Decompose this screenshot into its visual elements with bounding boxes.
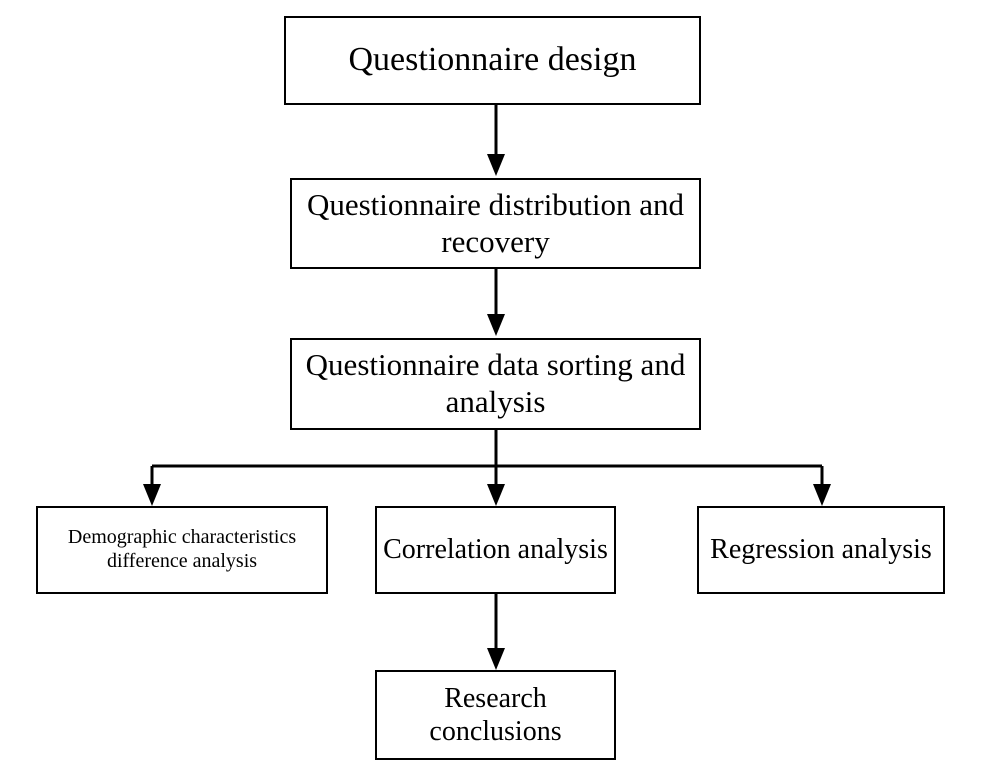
node-label: Research conclusions (429, 682, 562, 747)
node-label: Questionnaire distribution and recovery (306, 186, 685, 259)
node-correlation-analysis (375, 506, 616, 594)
node-regression-analysis (697, 506, 945, 594)
node-demographic-characteristics-difference-analysis (36, 506, 328, 594)
edge-bus-to-correlation (487, 466, 505, 506)
node-questionnaire-distribution-and-recovery (290, 178, 701, 269)
node-label: Questionnaire data sorting and analysis (305, 347, 686, 419)
node-label: Demographic characteristics difference analysis (67, 526, 297, 572)
edge-bus-to-demographic (143, 466, 161, 506)
edge-sorting-to-branch-bus (152, 430, 822, 466)
node-questionnaire-data-sorting-and-analysis (290, 338, 701, 430)
edge-design-to-distribute (487, 105, 505, 176)
node-label: Questionnaire design (348, 41, 637, 79)
node-label: Correlation analysis (383, 534, 608, 566)
node-research-conclusions (375, 670, 616, 760)
edge-distribute-to-sorting (487, 269, 505, 336)
node-label: Regression analysis (710, 534, 932, 566)
edge-bus-to-regression (813, 466, 831, 506)
node-questionnaire-design (284, 16, 701, 105)
edge-correlation-to-conclusions (487, 594, 505, 670)
